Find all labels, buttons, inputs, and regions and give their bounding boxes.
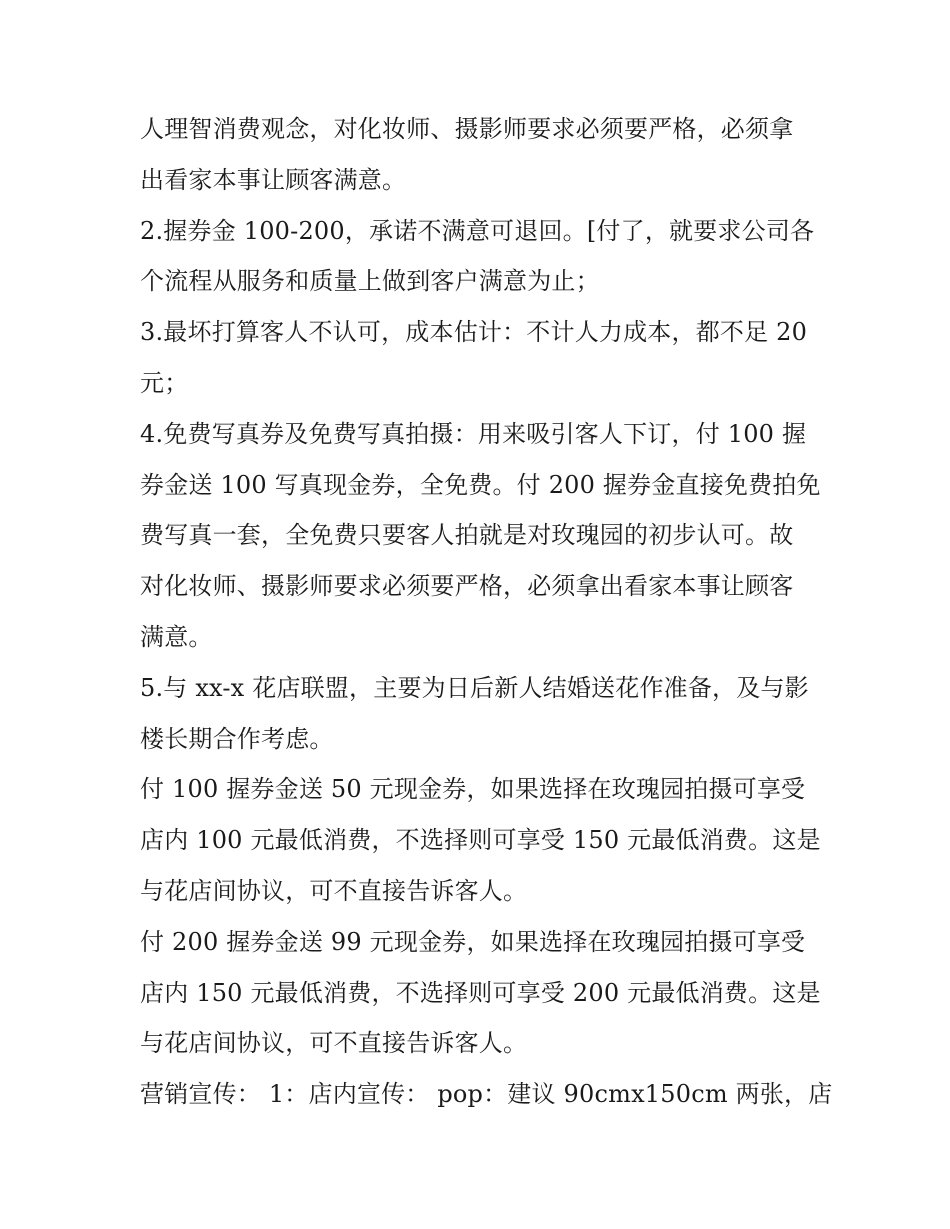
text-line: 付 200 握券金送 99 元现金券，如果选择在玫瑰园拍摄可享受 [140, 927, 806, 956]
text-line: 店内 150 元最低消费，不选择则可享受 200 元最低消费。这是 [140, 978, 821, 1007]
text-line: 付 100 握券金送 50 元现金券，如果选择在玫瑰园拍摄可享受 [140, 775, 806, 804]
text-line: 出看家本事让顾客满意。 [140, 165, 407, 194]
document-body [140, 104, 833, 1120]
text-line: 店内 100 元最低消费，不选择则可享受 150 元最低消费。这是 [140, 826, 821, 855]
text-line: 满意。 [140, 622, 213, 651]
text-line: 元； [140, 368, 189, 397]
text-line: 4.免费写真券及免费写真拍摄：用来吸引客人下订，付 100 握 [140, 419, 807, 448]
text-line: 与花店间协议，可不直接告诉客人。 [140, 1029, 528, 1058]
text-line: 人理智消费观念，对化妆师、摄影师要求必须要严格，必须拿 [140, 115, 794, 143]
text-line: 个流程从服务和质量上做到客户满意为止； [140, 267, 600, 296]
text-line: 营销宣传： 1：店内宣传： pop：建议 90cmx150cm 两张，店 [140, 1080, 833, 1109]
text-line: 券金送 100 写真现金券，全免费。付 200 握券金直接免费拍免 [140, 470, 821, 499]
text-line: 3.最坏打算客人不认可，成本估计：不计人力成本，都不足 20 [140, 318, 808, 347]
text-line: 楼长期合作考虑。 [140, 724, 334, 753]
text-line: 费写真一套，全免费只要客人拍就是对玫瑰园的初步认可。故 [140, 521, 794, 550]
text-line: 2.握券金 100-200，承诺不满意可退回。[付了，就要求公司各 [140, 216, 815, 245]
text-line: 对化妆师、摄影师要求必须要严格，必须拿出看家本事让顾客 [140, 572, 794, 601]
text-line: 5.与 xx-x 花店联盟，主要为日后新人结婚送花作准备，及与影 [140, 673, 809, 702]
text-line: 与花店间协议，可不直接告诉客人。 [140, 876, 528, 905]
